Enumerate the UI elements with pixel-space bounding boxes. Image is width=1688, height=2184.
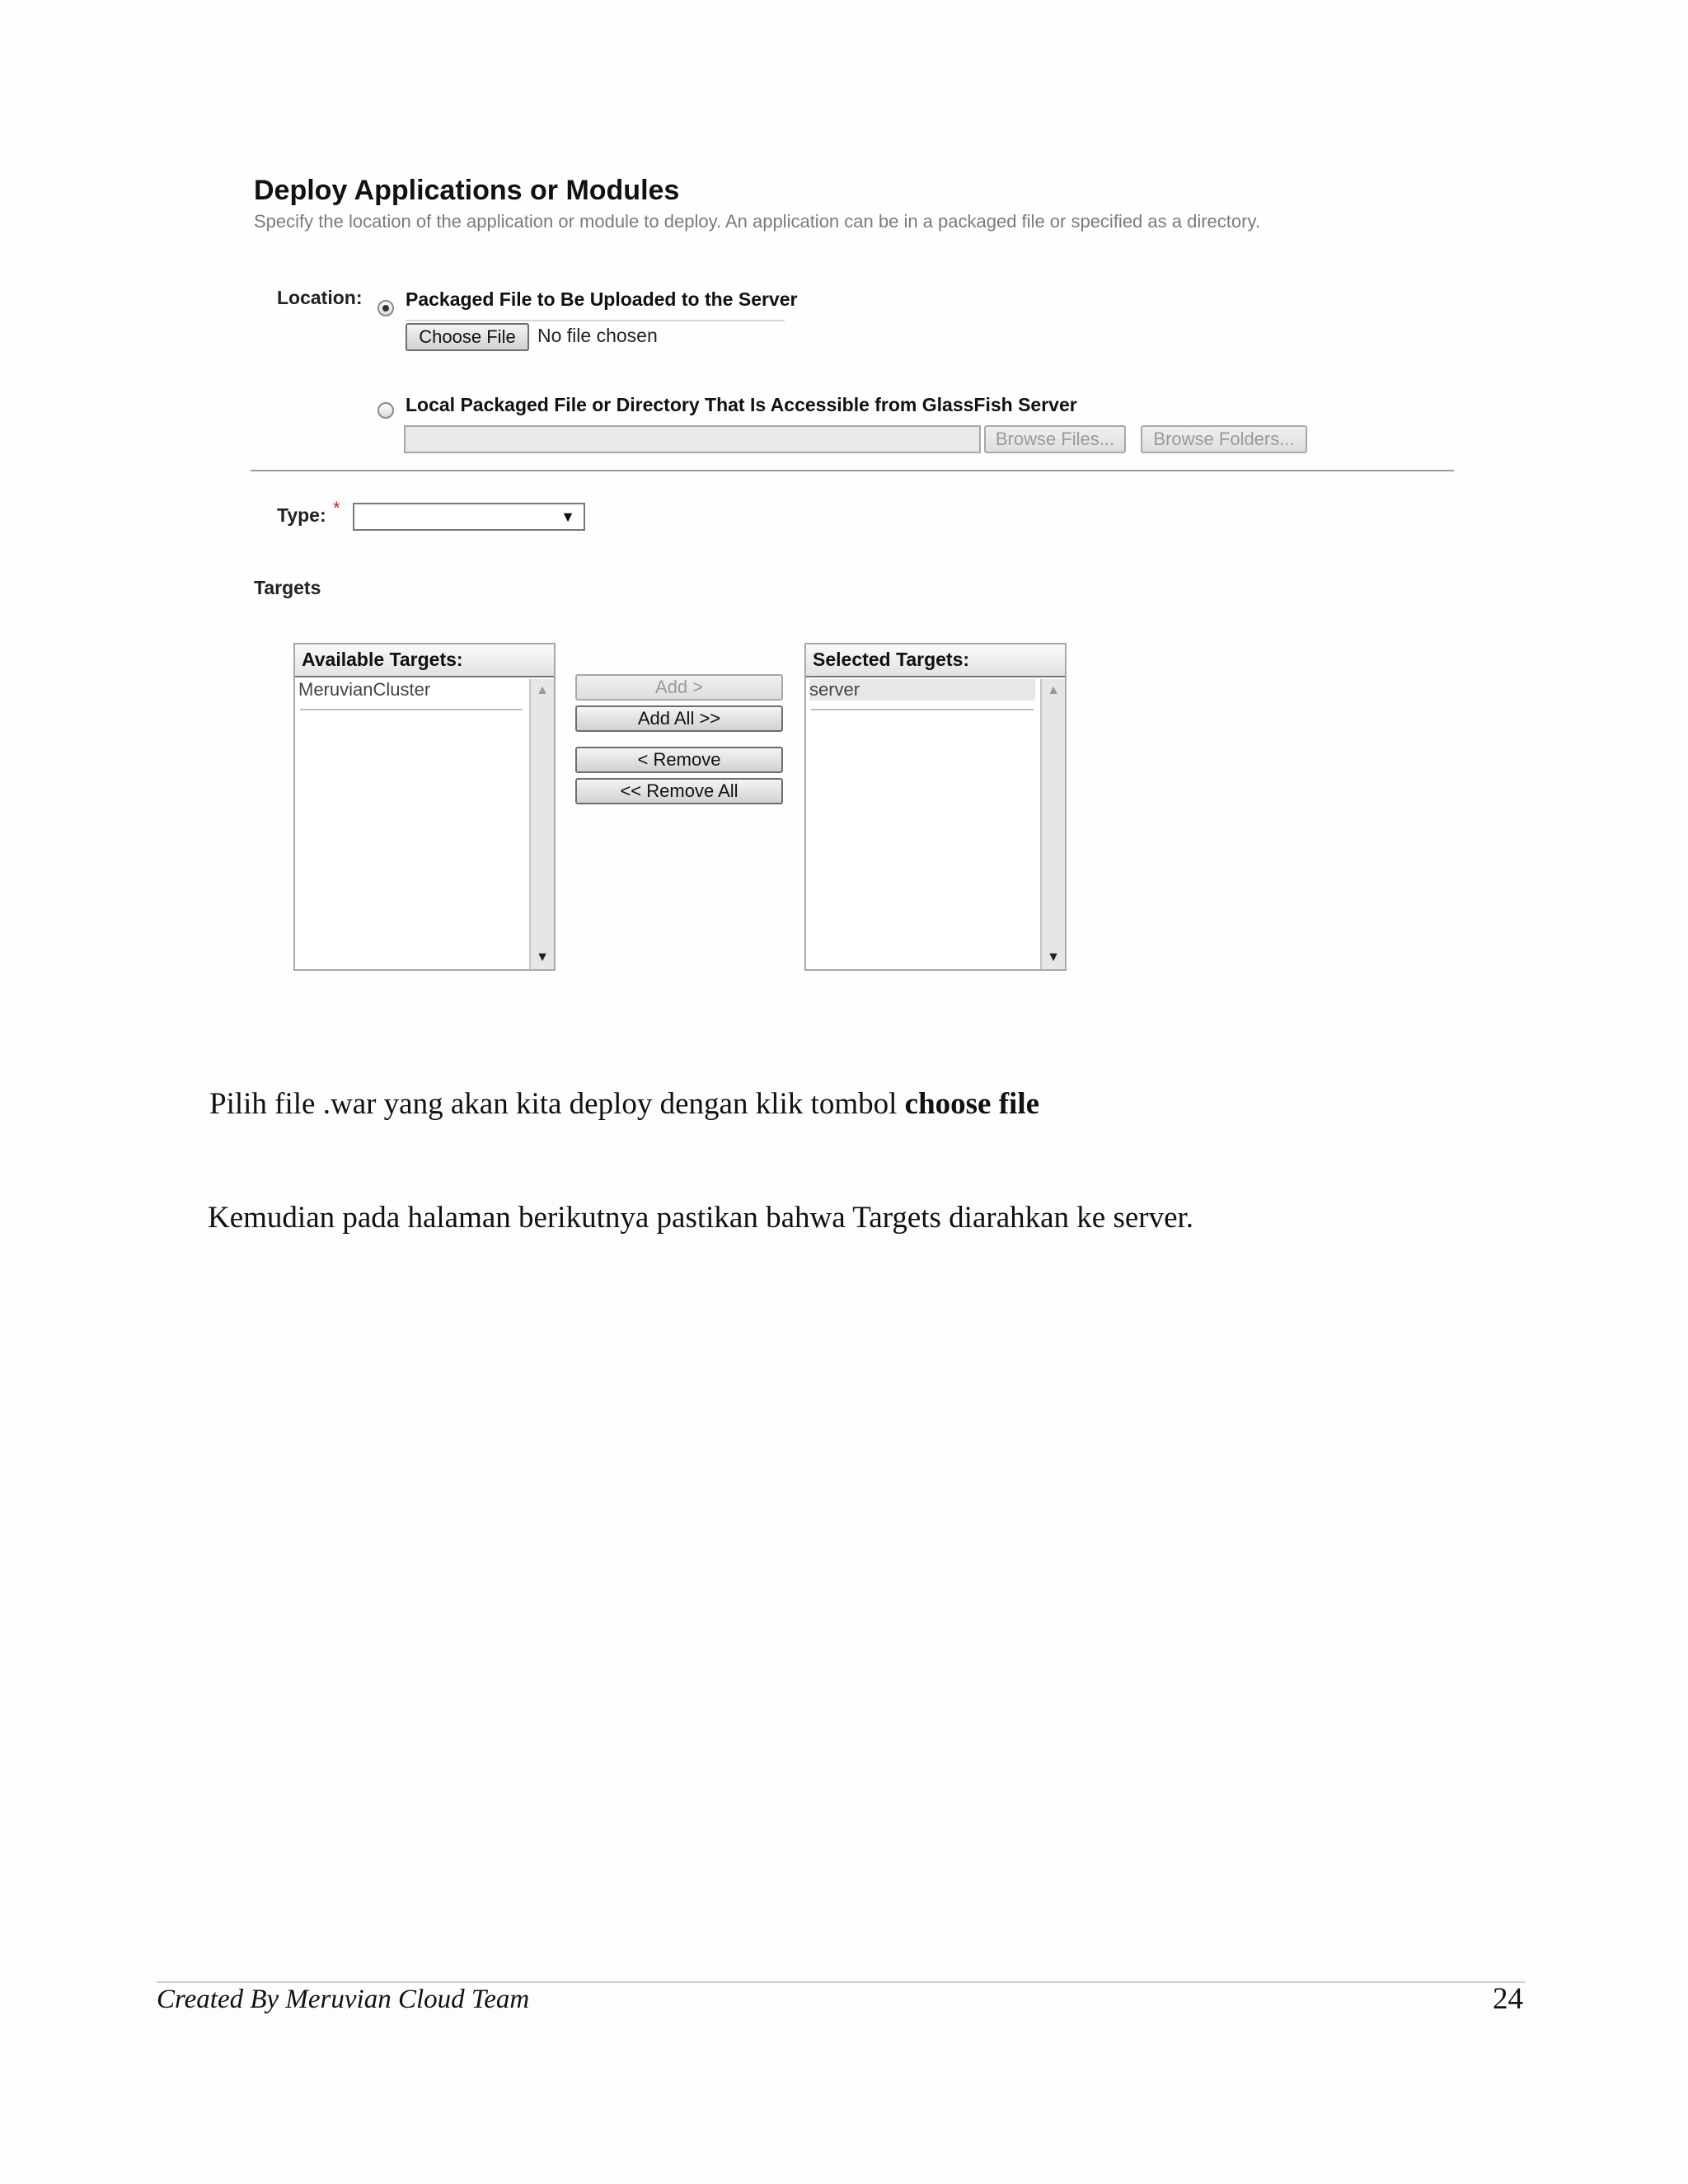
remove-button[interactable]: < Remove (575, 747, 783, 773)
available-scrollbar[interactable] (529, 679, 554, 969)
add-all-button[interactable]: Add All >> (575, 705, 783, 732)
list-item[interactable]: server (809, 679, 1035, 701)
selected-scrollbar[interactable] (1040, 679, 1065, 969)
selected-targets-list[interactable] (804, 643, 1067, 971)
add-button[interactable]: Add > (575, 674, 783, 701)
page-title: Deploy Applications or Modules (254, 175, 680, 206)
available-targets-list[interactable] (293, 643, 556, 971)
section-divider (251, 470, 1454, 471)
scroll-up-icon[interactable]: ▲ (1047, 683, 1060, 697)
scroll-up-icon[interactable]: ▲ (536, 683, 549, 697)
required-indicator: * (333, 498, 340, 518)
radio-packaged-file[interactable] (377, 300, 394, 316)
paragraph-targets: Kemudian pada halaman berikutnya pastikan bahwa Targets diarahkan ke server. (208, 1201, 1194, 1235)
radio-local-file[interactable] (377, 402, 394, 419)
browse-files-button[interactable]: Browse Files... (984, 425, 1126, 453)
footer-divider (157, 1981, 1525, 1983)
list-item-separator (300, 709, 523, 710)
paragraph-choose-file (209, 1086, 1039, 1122)
page-subtitle: Specify the location of the application or module to deploy. An application can be in a packaged file or specified as a directory. (254, 211, 1260, 232)
location-label: Location: (277, 287, 363, 308)
paragraph-emphasis: choose file (904, 1087, 1040, 1121)
browse-folders-button[interactable]: Browse Folders... (1141, 425, 1307, 453)
option-packaged-file-label: Packaged File to Be Uploaded to the Server (406, 288, 798, 310)
local-path-input[interactable] (404, 425, 981, 453)
type-label: Type: (277, 504, 326, 526)
paragraph-text: Pilih file .war yang akan kita deploy dengan klik tombol (209, 1087, 905, 1121)
choose-file-button[interactable]: Choose File (406, 323, 529, 351)
list-item-separator (811, 709, 1034, 710)
type-select[interactable] (353, 503, 585, 531)
option-divider (406, 320, 785, 321)
glassfish-deploy-screenshot (247, 165, 1467, 981)
targets-heading: Targets (254, 577, 321, 598)
page-number: 24 (1493, 1982, 1523, 2016)
remove-all-button[interactable]: << Remove All (575, 778, 783, 804)
option-local-file-label: Local Packaged File or Directory That Is Accessible from GlassFish Server (406, 394, 1077, 415)
available-targets-header: Available Targets: (295, 644, 554, 677)
footer-credit: Created By Meruvian Cloud Team (157, 1985, 530, 2014)
chevron-down-icon: ▼ (560, 508, 575, 525)
scroll-down-icon[interactable]: ▼ (536, 950, 549, 964)
no-file-chosen-text: No file chosen (537, 325, 658, 346)
selected-targets-header: Selected Targets: (806, 644, 1065, 677)
scroll-down-icon[interactable]: ▼ (1047, 950, 1060, 964)
list-item[interactable]: MeruvianCluster (298, 679, 431, 700)
